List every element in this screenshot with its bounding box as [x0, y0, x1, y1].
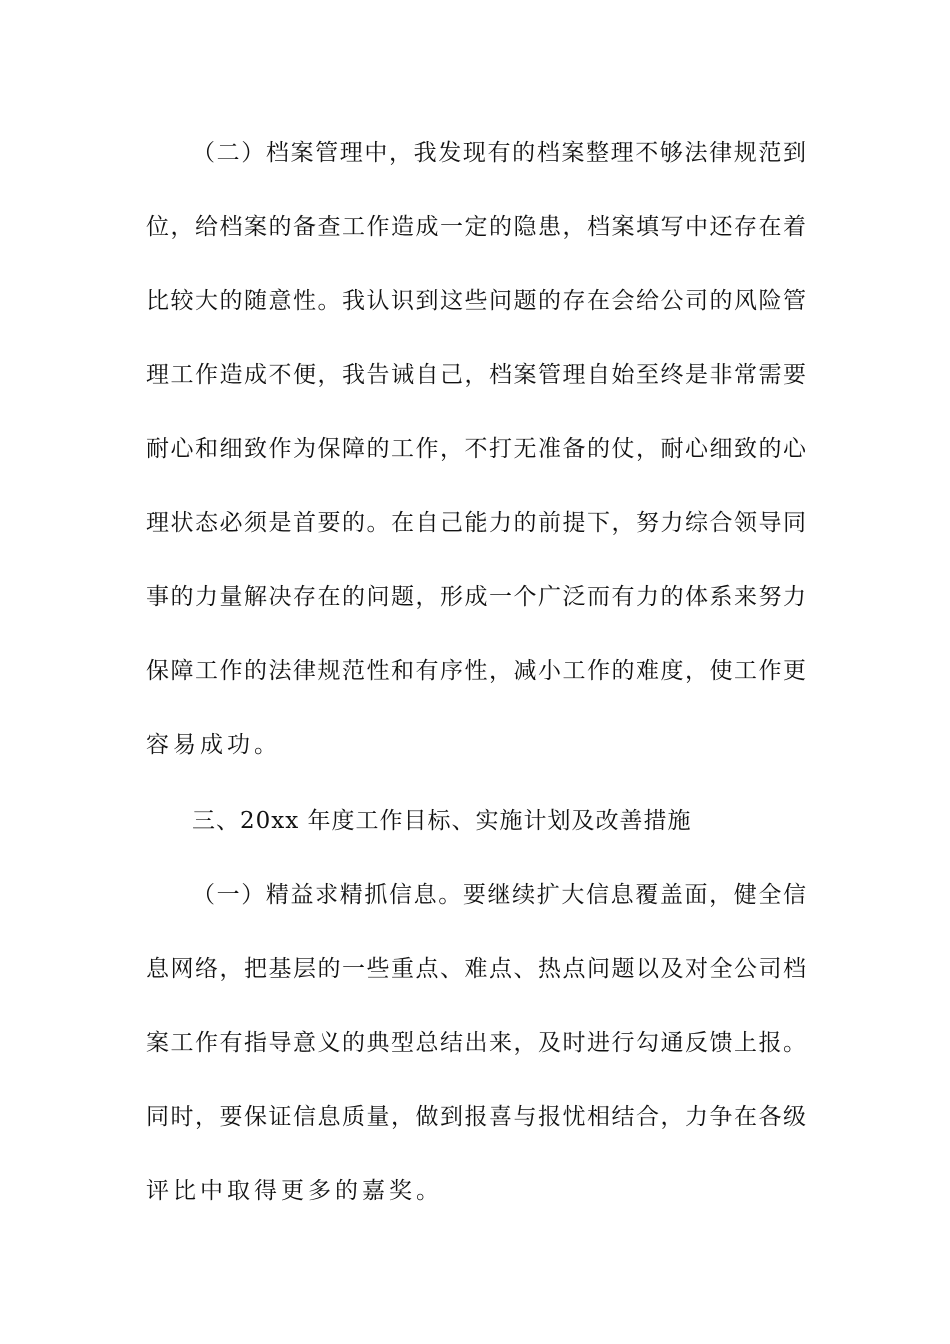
paragraph-line: 案工作有指导意义的典型总结出来，及时进行勾通反馈上报。 — [146, 1030, 806, 1056]
paragraph-line: 保障工作的法律规范性和有序性，减小工作的难度，使工作更 — [146, 658, 806, 684]
section-heading: 三、20xx 年度工作目标、实施计划及改善措施 — [192, 808, 692, 834]
paragraph-line: 息网络，把基层的一些重点、难点、热点问题以及对全公司档 — [146, 956, 806, 982]
paragraph-line: 理工作造成不便，我告诫自己，档案管理自始至终是非常需要 — [146, 362, 806, 388]
paragraph-line: （二）档案管理中，我发现有的档案整理不够法律规范到 — [192, 140, 806, 166]
paragraph-line: 容易成功。 — [146, 732, 281, 758]
paragraph-line: 评比中取得更多的嘉奖。 — [146, 1178, 443, 1204]
paragraph-line: 理状态必须是首要的。在自己能力的前提下，努力综合领导同 — [146, 510, 806, 536]
paragraph-line: （一）精益求精抓信息。要继续扩大信息覆盖面，健全信 — [192, 882, 806, 908]
paragraph-line: 同时，要保证信息质量，做到报喜与报忧相结合，力争在各级 — [146, 1104, 806, 1130]
paragraph-line: 耐心和细致作为保障的工作，不打无准备的仗，耐心细致的心 — [146, 436, 806, 462]
paragraph-line: 位，给档案的备查工作造成一定的隐患，档案填写中还存在着 — [146, 214, 806, 240]
paragraph-line: 事的力量解决存在的问题，形成一个广泛而有力的体系来努力 — [146, 584, 806, 610]
paragraph-line: 比较大的随意性。我认识到这些问题的存在会给公司的风险管 — [146, 288, 806, 314]
